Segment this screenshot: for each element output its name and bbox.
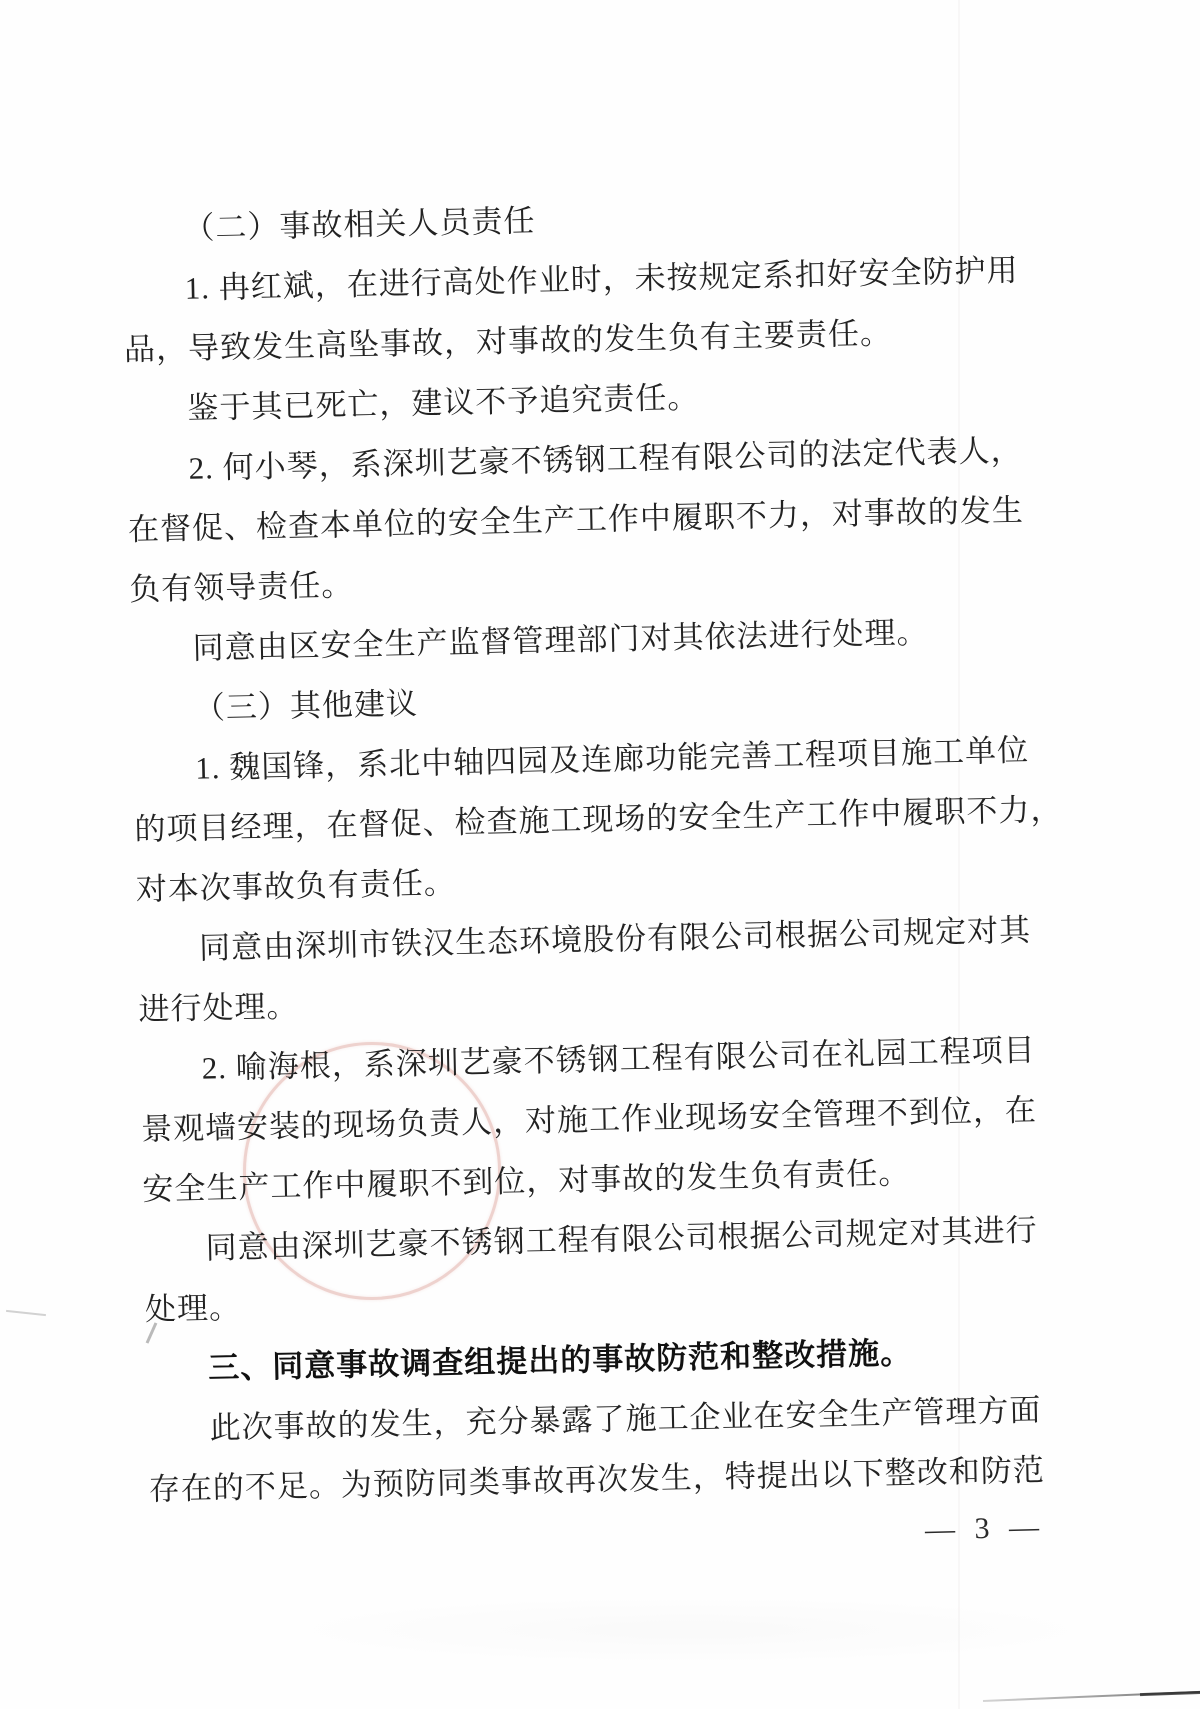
text-line: 此次事故的发生，充分暴露了施工企业在安全生产管理方面	[209, 1392, 1042, 1446]
text-line: 在督促、检查本单位的安全生产工作中履职不力，对事故的发生	[127, 492, 1025, 548]
text-line: 同意由深圳市铁汉生态环境股份有限公司根据公司规定对其	[198, 912, 1032, 966]
text-line: 安全生产工作中履职不到位，对事故的发生负有责任。	[142, 1155, 911, 1207]
text-line: 品，导致发生高坠事故，对事故的发生负有主要责任。	[123, 315, 893, 368]
text-line: 负有领导责任。	[128, 567, 354, 608]
section-heading-3: （三）其他建议	[193, 685, 419, 726]
text-line: 进行处理。	[138, 988, 299, 1027]
text-line: 2. 喻海根，系深圳艺豪不锈钢工程有限公司在礼园工程项目	[201, 1032, 1036, 1086]
text-line: 的项目经理，在督促、检查施工现场的安全生产工作中履职不力，	[134, 791, 1063, 848]
page-number: — 3 —	[924, 1510, 1046, 1547]
text-line: 处理。	[144, 1289, 242, 1327]
text-line: 同意由区安全生产监督管理部门对其依法进行处理。	[192, 614, 929, 666]
section-heading-measures: 三、同意事故调查组提出的事故防范和整改措施。	[207, 1335, 913, 1386]
text-line: 鉴于其已死亡，建议不予追究责任。	[186, 379, 700, 426]
document-body	[121, 181, 1063, 1520]
text-line: 1. 冉红斌，在进行高处作业时，未按规定系扣好安全防护用	[184, 252, 1019, 306]
text-line: 存在的不足。为预防同类事故再次发生，特提出以下整改和防范	[148, 1452, 1046, 1507]
text-line: 对本次事故负有责任。	[135, 865, 457, 907]
scan-smudge-artifact	[260, 1595, 1120, 1665]
scan-edge-line-dark	[1140, 1691, 1200, 1696]
stray-mark	[6, 1310, 46, 1316]
text-line: 同意由深圳艺豪不锈钢工程有限公司根据公司规定对其进行	[205, 1212, 1038, 1266]
text-line: 2. 何小琴，系深圳艺豪不锈钢工程有限公司的法定代表人，	[188, 432, 1023, 486]
text-line: 1. 魏国锋，系北中轴四园及连廊功能完善工程项目施工单位	[194, 732, 1030, 786]
text-line: 景观墙安装的现场负责人，对施工作业现场安全管理不到位，在	[140, 1092, 1038, 1147]
section-heading-2: （二）事故相关人员责任	[183, 203, 536, 246]
